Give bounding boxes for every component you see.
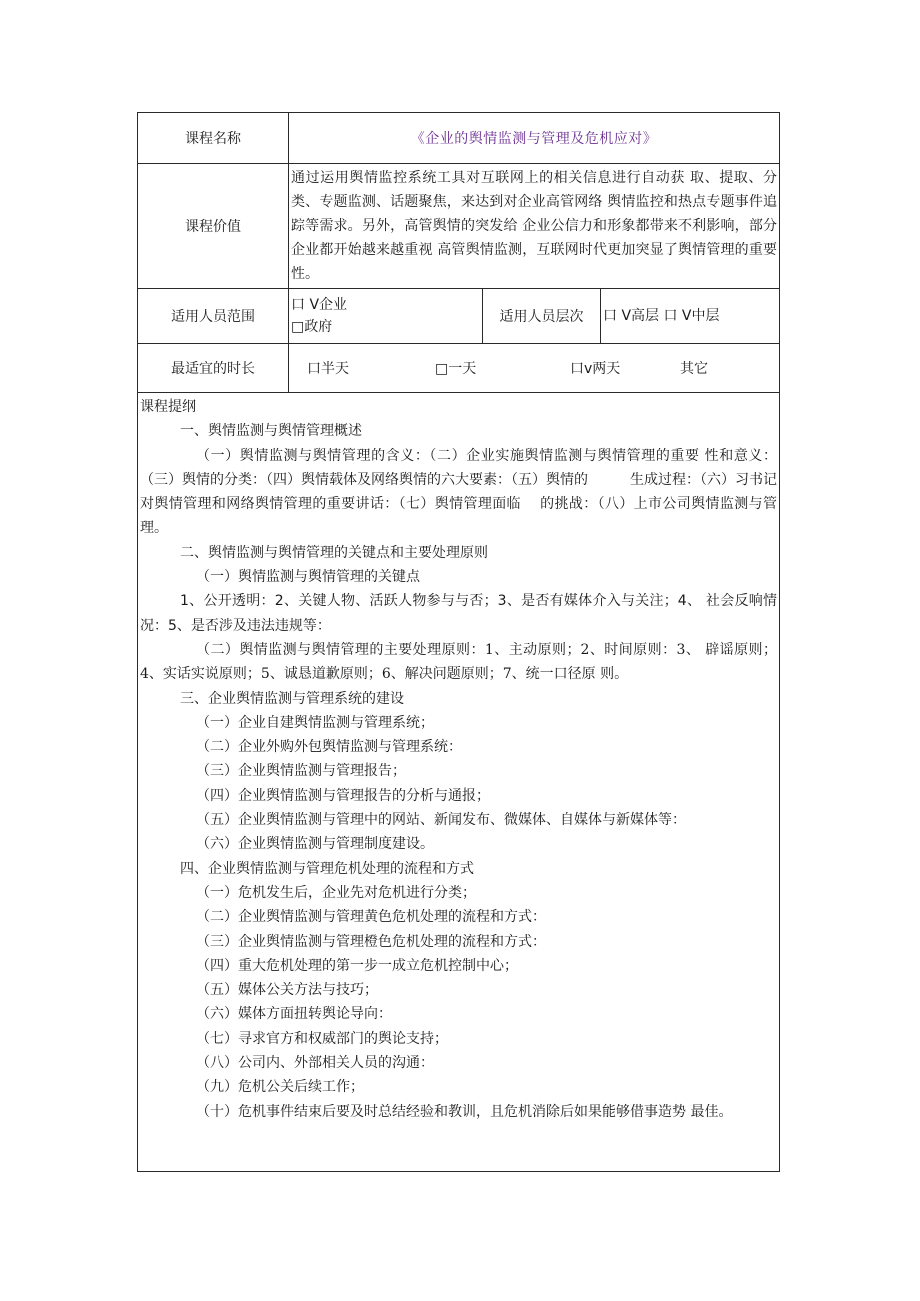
outline-heading: 课程提纲 bbox=[140, 399, 196, 415]
duration-option-one-day[interactable]: □一天 bbox=[435, 361, 477, 377]
section-1-title: 一、舆情监测与舆情管理概述 bbox=[180, 423, 362, 440]
section-2-paragraph-1: （一）舆情监测与舆情管理的关键点 bbox=[196, 569, 420, 586]
duration-label: 最适宜的时长 bbox=[138, 344, 289, 393]
level-label: 适用人员层次 bbox=[483, 289, 601, 344]
section-4-item: （一）危机发生后，企业先对危机进行分类； bbox=[196, 884, 476, 901]
course-name-label: 课程名称 bbox=[138, 113, 289, 164]
section-4-item: （三）企业舆情监测与管理橙色危机处理的流程和方式： bbox=[196, 933, 546, 950]
section-3-item: （六）企业舆情监测与管理制度建设。 bbox=[196, 836, 434, 853]
duration-option-half-day[interactable]: 口半天 bbox=[307, 361, 349, 377]
row-outline bbox=[138, 393, 780, 1172]
section-3-item: （一）企业自建舆情监测与管理系统； bbox=[196, 714, 434, 731]
scope-options bbox=[289, 289, 483, 344]
scope-option-government[interactable]: □政府 bbox=[291, 319, 333, 335]
section-3-item: （五）企业舆情监测与管理中的网站、新闻发布、微媒体、自媒体与新媒体等： bbox=[196, 812, 686, 829]
section-4-item: （二）企业舆情监测与管理黄色危机处理的流程和方式： bbox=[196, 909, 546, 926]
course-name-value: 《企业的舆情监测与管理及危机应对》 bbox=[289, 113, 780, 164]
section-4-item: （八）公司内、外部相关人员的沟通： bbox=[196, 1055, 434, 1072]
row-duration bbox=[138, 344, 780, 393]
section-4-title: 四、企业舆情监测与管理危机处理的流程和方式 bbox=[180, 860, 474, 877]
section-4-item: （五）媒体公关方法与技巧； bbox=[196, 982, 378, 999]
section-2-paragraph-2: 1、公开透明：2、关键人物、活跃人物参与与否；3、是否有媒体介入与关注；4、 社会反响情况：5、是否涉及违法违规等： bbox=[140, 593, 777, 634]
course-value-label: 课程价值 bbox=[138, 164, 289, 289]
section-4-item: （四）重大危机处理的第一步一成立危机控制中心； bbox=[196, 957, 518, 974]
section-2-paragraph-3: （二）舆情监测与舆情管理的主要处理原则：1、主动原则；2、时间原则：3、 辟谣原则；4、实话实说原则；5、诚恳道歉原则；6、解决问题原则；7、统一口径原 则。 bbox=[140, 641, 777, 683]
section-4-item: （九）危机公关后续工作； bbox=[196, 1079, 364, 1096]
course-outline bbox=[138, 393, 780, 1172]
section-4-item: （十）危机事件结束后要及时总结经验和教训，且危机消除后如果能够借事造势 最佳。 bbox=[196, 1103, 733, 1120]
duration-option-two-days[interactable]: 口v两天 bbox=[570, 361, 621, 377]
section-2-title: 二、舆情监测与舆情管理的关键点和主要处理原则 bbox=[180, 544, 488, 561]
section-4-item: （六）媒体方面扭转舆论导向： bbox=[196, 1006, 392, 1023]
level-options bbox=[601, 289, 780, 344]
row-course-value bbox=[138, 164, 780, 289]
level-option-values[interactable]: 口 V高层 口 V中层 bbox=[603, 308, 720, 324]
section-3-item: （三）企业舆情监测与管理报告； bbox=[196, 763, 406, 780]
scope-label: 适用人员范围 bbox=[138, 289, 289, 344]
duration-options bbox=[289, 344, 780, 393]
scope-option-enterprise[interactable]: 口 V企业 bbox=[291, 297, 348, 313]
section-3-item: （四）企业舆情监测与管理报告的分析与通报； bbox=[196, 787, 490, 804]
row-course-name bbox=[138, 113, 780, 164]
course-form-page bbox=[137, 112, 779, 1172]
duration-option-other[interactable]: 其它 bbox=[680, 361, 708, 377]
row-audience bbox=[138, 289, 780, 344]
section-3-title: 三、企业舆情监测与管理系统的建设 bbox=[180, 690, 404, 707]
course-info-table bbox=[137, 112, 780, 1172]
section-3-item: （二）企业外购外包舆情监测与管理系统： bbox=[196, 739, 462, 756]
section-1-paragraph: （一）舆情监测与舆情管理的含义：（二）企业实施舆情监测与舆情管理的重要 性和意义：（三）舆情的分类：（四）舆情载体及网络舆情的六大要素：（五）舆情的 生成过程：（六）习书记对舆情管理和网络舆情管理的重要讲话：（七）舆情管理面临 的挑战：（八）上市公司舆情监测与管理。 bbox=[140, 447, 777, 537]
course-value-text: 通过运用舆情监控系统工具对互联网上的相关信息进行自动获 取、提取、分类、专题监测、话题聚焦，来达到对企业高管网络 舆情监控和热点专题事件追踪等需求。另外，高管舆情的突发给 企业公信力和形象都带来不利影响，部分企业都开始越来越重视 高管舆情监测，互联网时代更加突显了舆情管理的重要性。 bbox=[289, 164, 780, 289]
section-4-item: （七）寻求官方和权威部门的舆论支持； bbox=[196, 1030, 448, 1047]
